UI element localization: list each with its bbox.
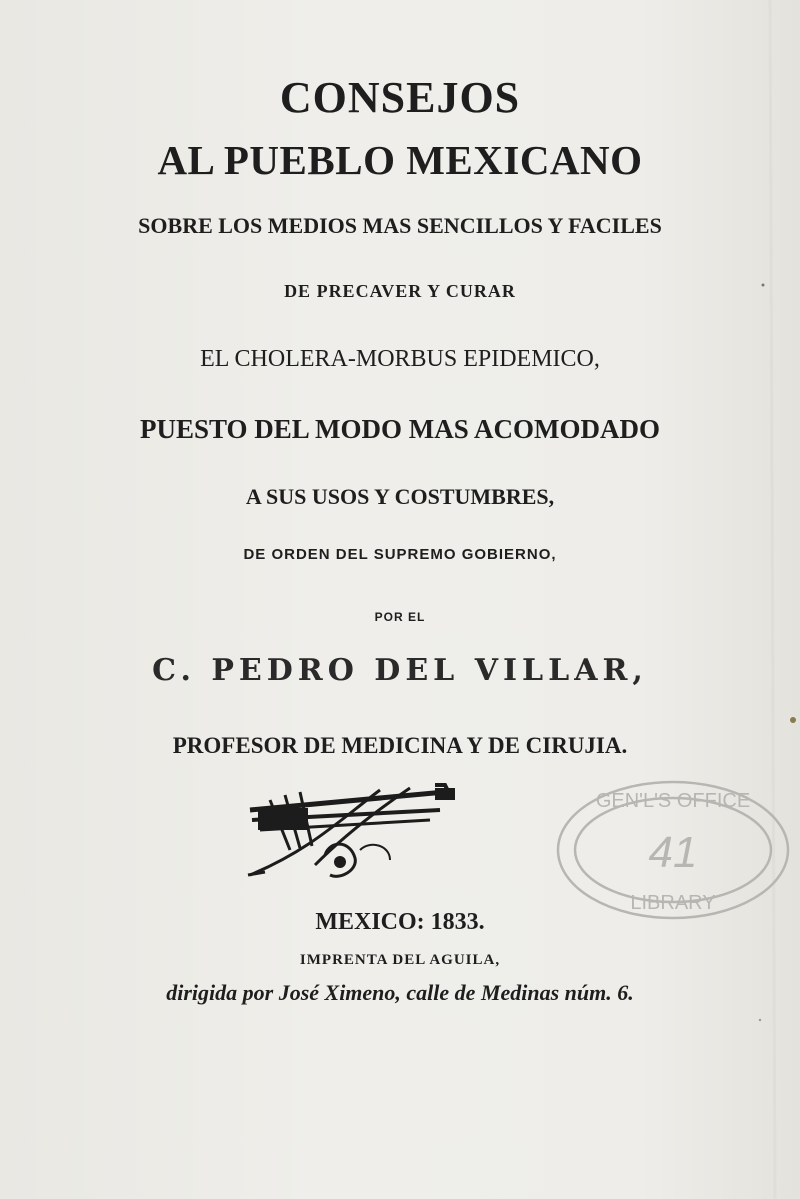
stamp-bottom-text: LIBRARY bbox=[630, 892, 716, 914]
author-by: POR EL bbox=[374, 610, 426, 624]
subtitle-line-4: PUESTO DEL MODO MAS ACOMODADO bbox=[139, 414, 661, 444]
library-stamp bbox=[555, 775, 795, 925]
stamp-number: 41 bbox=[648, 828, 698, 877]
subtitle-line-2: DE PRECAVER Y CURAR bbox=[284, 281, 516, 301]
stamp-top-text: GEN'L'S OFFICE bbox=[595, 790, 751, 812]
printer-emblem-icon bbox=[230, 780, 470, 890]
imprint-press: IMPRENTA DEL AGUILA, bbox=[299, 952, 501, 968]
subtitle-line-6: DE ORDEN DEL SUPREMO GOBIERNO, bbox=[243, 546, 557, 563]
subtitle-line-3: EL CHOLERA-MORBUS EPIDEMICO, bbox=[200, 346, 600, 372]
author-role: PROFESOR DE MEDICINA Y DE CIRUJIA. bbox=[172, 733, 628, 758]
title-line-1: CONSEJOS bbox=[279, 73, 521, 122]
author-name: C. PEDRO DEL VILLAR, bbox=[152, 653, 648, 688]
title-line-2: AL PUEBLO MEXICANO bbox=[157, 137, 643, 183]
subtitle-line-1: SOBRE LOS MEDIOS MAS SENCILLOS Y FACILES bbox=[138, 213, 662, 238]
imprint-direction: dirigida por José Ximeno, calle de Medinas núm. 6. bbox=[166, 980, 634, 1005]
subtitle-line-5: A SUS USOS Y COSTUMBRES, bbox=[245, 484, 555, 509]
imprint-place-year: MEXICO: 1833. bbox=[315, 909, 485, 935]
